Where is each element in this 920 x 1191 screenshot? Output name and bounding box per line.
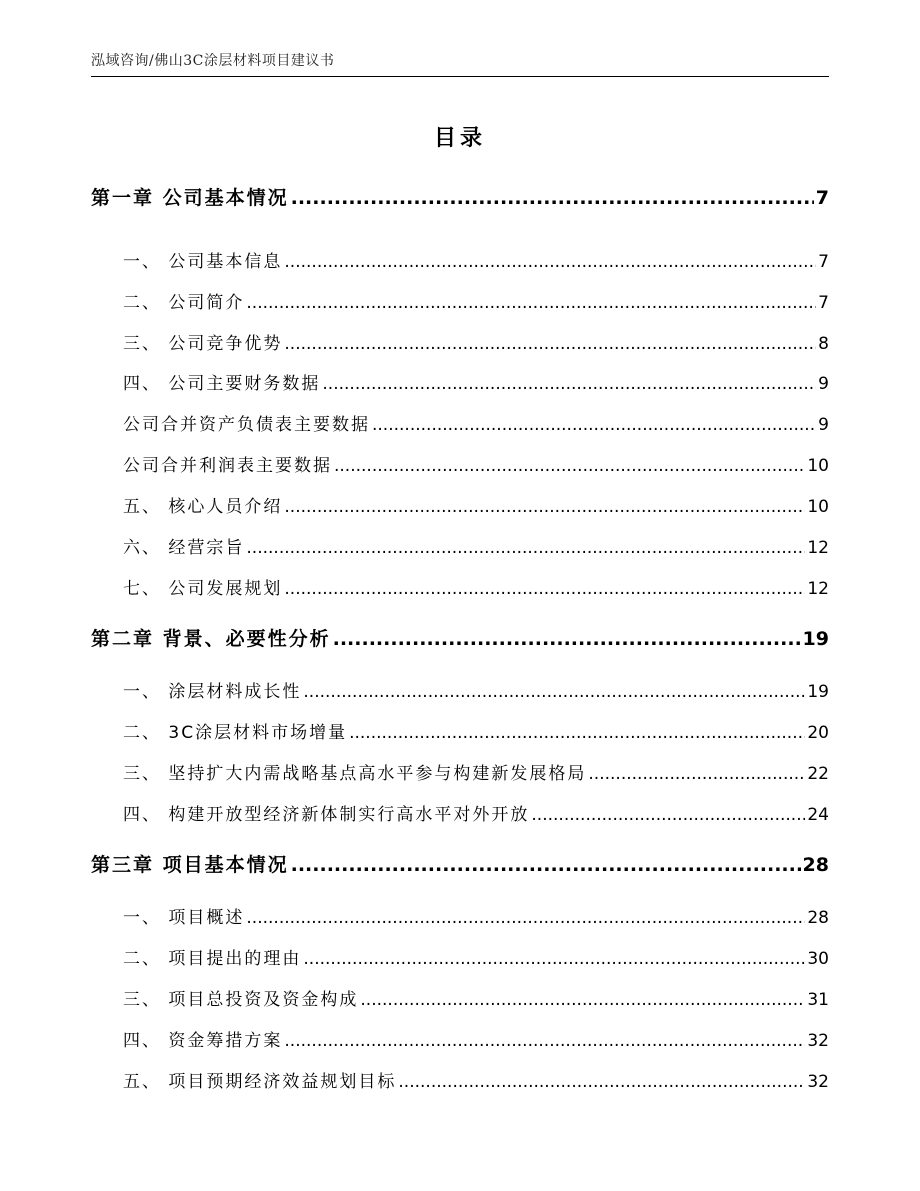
toc-chapter-3[interactable] bbox=[91, 850, 829, 877]
toc-entry-label: 一、 公司基本信息 bbox=[123, 252, 283, 272]
toc-entry-page: 7 bbox=[815, 187, 829, 209]
dot-leader bbox=[284, 252, 816, 272]
toc-section[interactable] bbox=[91, 533, 829, 558]
toc-entry-label: 二、 公司简介 bbox=[123, 293, 245, 313]
dot-leader bbox=[284, 334, 816, 354]
toc-entry-page: 10 bbox=[807, 456, 829, 476]
toc-entry-page: 19 bbox=[807, 682, 829, 702]
toc-section[interactable] bbox=[91, 369, 829, 394]
toc-entry-page: 12 bbox=[807, 579, 829, 599]
toc-section[interactable] bbox=[91, 718, 829, 743]
toc-entry-label: 一、 涂层材料成长性 bbox=[123, 682, 302, 702]
toc-entry-label: 五、 核心人员介绍 bbox=[123, 497, 283, 517]
dot-leader bbox=[349, 723, 805, 743]
toc-entry-label: 公司合并资产负债表主要数据 bbox=[123, 415, 370, 435]
toc-entry-page: 7 bbox=[818, 293, 829, 313]
toc-section[interactable] bbox=[91, 800, 829, 825]
toc-entry-label: 三、 项目总投资及资金构成 bbox=[123, 990, 359, 1010]
dot-leader bbox=[322, 374, 816, 394]
toc-section[interactable] bbox=[91, 329, 829, 354]
dot-leader bbox=[372, 415, 816, 435]
toc-entry-page: 9 bbox=[818, 374, 829, 394]
running-header: 泓域咨询/佛山3C涂层材料项目建议书 bbox=[91, 53, 335, 69]
dot-leader bbox=[303, 682, 805, 702]
dot-leader bbox=[284, 579, 805, 599]
toc-entry-label: 三、 坚持扩大内需战略基点高水平参与构建新发展格局 bbox=[123, 764, 587, 784]
toc-entry-page: 28 bbox=[807, 908, 829, 928]
toc-entry-label: 六、 经营宗旨 bbox=[123, 538, 245, 558]
toc-entry-label: 一、 项目概述 bbox=[123, 908, 245, 928]
toc-section[interactable] bbox=[91, 247, 829, 272]
toc-entry-page: 7 bbox=[818, 252, 829, 272]
dot-leader bbox=[246, 908, 805, 928]
toc-section[interactable] bbox=[91, 288, 829, 313]
toc-section[interactable] bbox=[91, 451, 829, 476]
toc-chapter-2[interactable] bbox=[91, 624, 829, 651]
toc-entry-page: 19 bbox=[802, 628, 829, 650]
dot-leader bbox=[291, 854, 801, 876]
dot-leader bbox=[246, 293, 816, 313]
toc-entry-page: 20 bbox=[807, 723, 829, 743]
toc-entry-label: 二、 3C涂层材料市场增量 bbox=[123, 723, 348, 743]
toc-entry-page: 8 bbox=[818, 334, 829, 354]
dot-leader bbox=[291, 187, 814, 209]
dot-leader bbox=[284, 497, 805, 517]
toc-entry-label: 七、 公司发展规划 bbox=[123, 579, 283, 599]
toc-entry-page: 9 bbox=[818, 415, 829, 435]
toc-entry-label: 第一章 公司基本情况 bbox=[91, 187, 289, 209]
toc-entry-page: 28 bbox=[802, 854, 829, 876]
toc-entry-page: 31 bbox=[807, 990, 829, 1010]
toc-section[interactable] bbox=[91, 985, 829, 1010]
toc-entry-label: 四、 资金筹措方案 bbox=[123, 1031, 283, 1051]
toc-entry-page: 32 bbox=[807, 1031, 829, 1051]
toc-entry-page: 32 bbox=[807, 1072, 829, 1092]
dot-leader bbox=[588, 764, 805, 784]
toc-entry-label: 第三章 项目基本情况 bbox=[91, 854, 289, 876]
toc-entry-label: 四、 公司主要财务数据 bbox=[123, 374, 321, 394]
toc-title: 目录 bbox=[433, 126, 486, 151]
dot-leader bbox=[333, 628, 801, 650]
dot-leader bbox=[246, 538, 805, 558]
toc-entry-label: 第二章 背景、必要性分析 bbox=[91, 628, 331, 650]
toc-section[interactable] bbox=[91, 677, 829, 702]
toc-section[interactable] bbox=[91, 1026, 829, 1051]
toc-entry-page: 30 bbox=[807, 949, 829, 969]
dot-leader bbox=[398, 1072, 805, 1092]
dot-leader bbox=[303, 949, 805, 969]
dot-leader bbox=[360, 990, 805, 1010]
toc-entry-page: 12 bbox=[807, 538, 829, 558]
toc-section[interactable] bbox=[91, 492, 829, 517]
toc-entry-page: 10 bbox=[807, 497, 829, 517]
toc-section[interactable] bbox=[91, 903, 829, 928]
toc-section[interactable] bbox=[91, 944, 829, 969]
toc-section[interactable] bbox=[91, 759, 829, 784]
toc-entry-label: 公司合并利润表主要数据 bbox=[123, 456, 332, 476]
toc-entry-page: 22 bbox=[807, 764, 829, 784]
toc-entry-page: 24 bbox=[807, 805, 829, 825]
toc-entry-label: 二、 项目提出的理由 bbox=[123, 949, 302, 969]
toc-entry-label: 三、 公司竞争优势 bbox=[123, 334, 283, 354]
dot-leader bbox=[284, 1031, 805, 1051]
toc-chapter-1[interactable] bbox=[91, 183, 829, 210]
toc-section[interactable] bbox=[91, 410, 829, 435]
dot-leader bbox=[334, 456, 805, 476]
toc-section[interactable] bbox=[91, 1067, 829, 1092]
toc-section[interactable] bbox=[91, 574, 829, 599]
header-divider bbox=[91, 76, 829, 77]
dot-leader bbox=[531, 805, 805, 825]
toc-entry-label: 五、 项目预期经济效益规划目标 bbox=[123, 1072, 397, 1092]
toc-entry-label: 四、 构建开放型经济新体制实行高水平对外开放 bbox=[123, 805, 530, 825]
